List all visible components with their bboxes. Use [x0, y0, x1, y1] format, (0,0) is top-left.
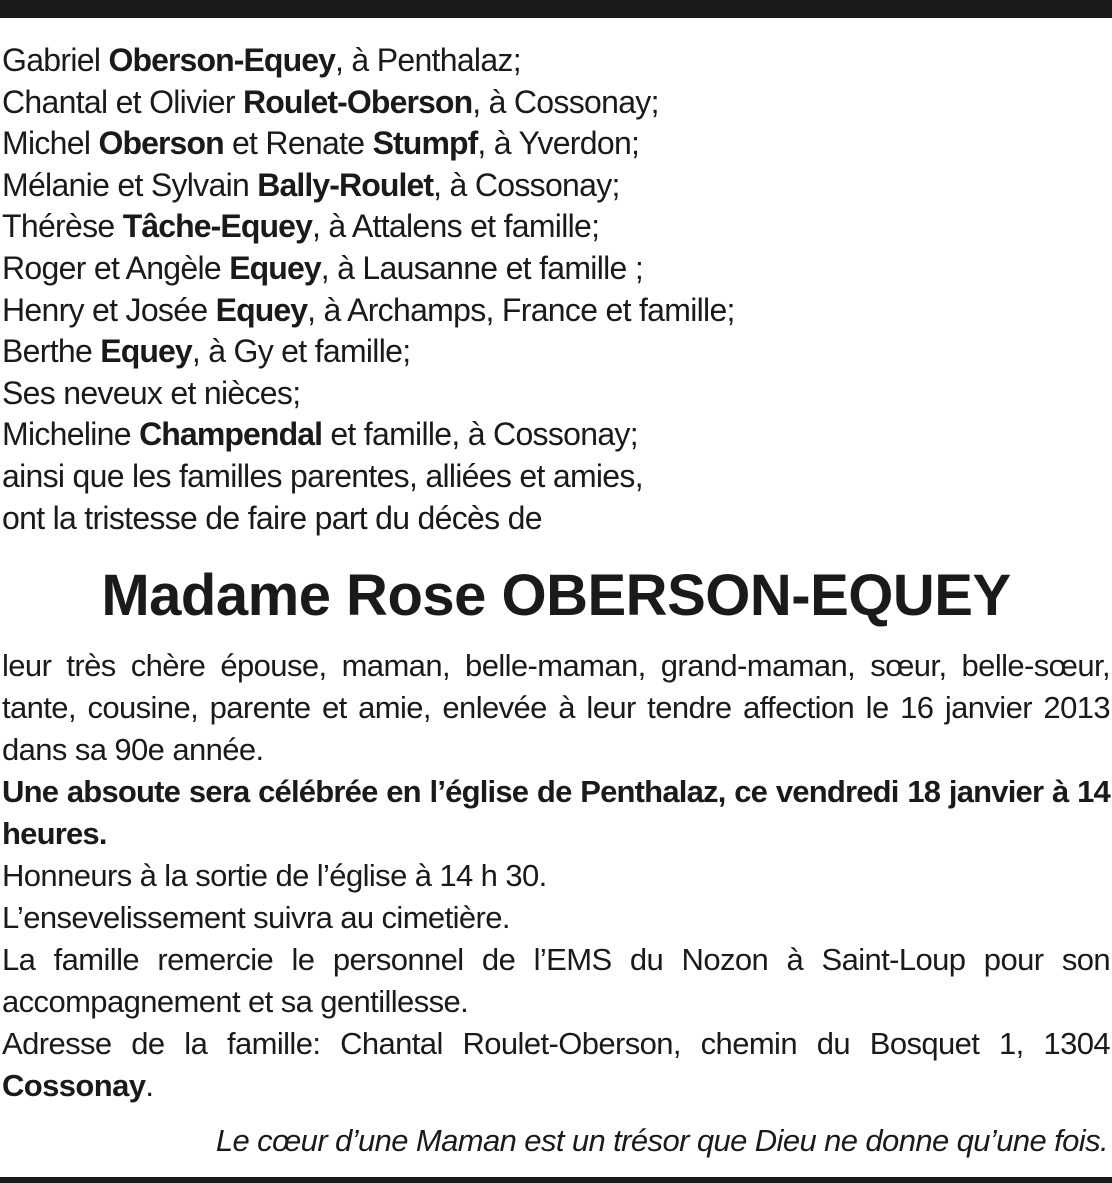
family-line: ont la tristesse de faire part du décès de [2, 499, 542, 536]
deceased-name: Madame Rose OBERSON-EQUEY [101, 563, 1011, 628]
family-line: Mélanie et Sylvain Bally-Roulet, à Cossonay; [2, 166, 620, 203]
family-line: Thérèse Tâche-Equey, à Attalens et famille; [2, 208, 600, 245]
notice-body [2, 645, 1110, 1107]
honours-text: Honneurs à la sortie de l’église à 14 h 30. [2, 858, 547, 893]
family-list [2, 40, 1102, 539]
family-address: Adresse de la famille: Chantal Roulet-Oberson, chemin du Bosquet 1, 1304 Cossonay. [2, 1026, 1110, 1103]
family-line: Micheline Champendal et famille, à Cossonay; [2, 416, 638, 453]
family-line: Henry et Josée Equey, à Archamps, France et famille; [2, 291, 735, 328]
family-line: Michel Oberson et Renate Stumpf, à Yverdon; [2, 125, 640, 162]
tribute-text: leur très chère épouse, maman, belle-maman, grand-maman, sœur, belle-sœur, tante, cousine, parente et amie, enlevée à leur tendre affection le 16 janvier 2013 dans sa 90e année. [2, 648, 1110, 767]
family-line: Berthe Equey, à Gy et famille; [2, 333, 411, 370]
ceremony-text: Une absoute sera célébrée en l’église de Penthalaz, ce vendredi 18 janvier à 14 heures. [2, 774, 1110, 851]
family-line: Gabriel Oberson-Equey, à Penthalaz; [2, 42, 521, 78]
closing-quote: Le cœur d’une Maman est un trésor que Dieu ne donne qu’une fois. [215, 1123, 1108, 1158]
top-rule [0, 0, 1112, 18]
family-line: Ses neveux et nièces; [2, 374, 301, 411]
family-line: Chantal et Olivier Roulet-Oberson, à Cossonay; [2, 83, 659, 120]
thanks-text: La famille remercie le personnel de l’EMS du Nozon à Saint-Loup pour son accompagnement et sa gentillesse. [2, 942, 1110, 1019]
family-line: Roger et Angèle Equey, à Lausanne et famille ; [2, 249, 644, 286]
address-city: Cossonay [2, 1068, 146, 1103]
family-line: ainsi que les familles parentes, alliées et amies, [2, 457, 643, 494]
burial-text: L’ensevelissement suivra au cimetière. [2, 900, 510, 935]
bottom-rule [0, 1177, 1112, 1183]
